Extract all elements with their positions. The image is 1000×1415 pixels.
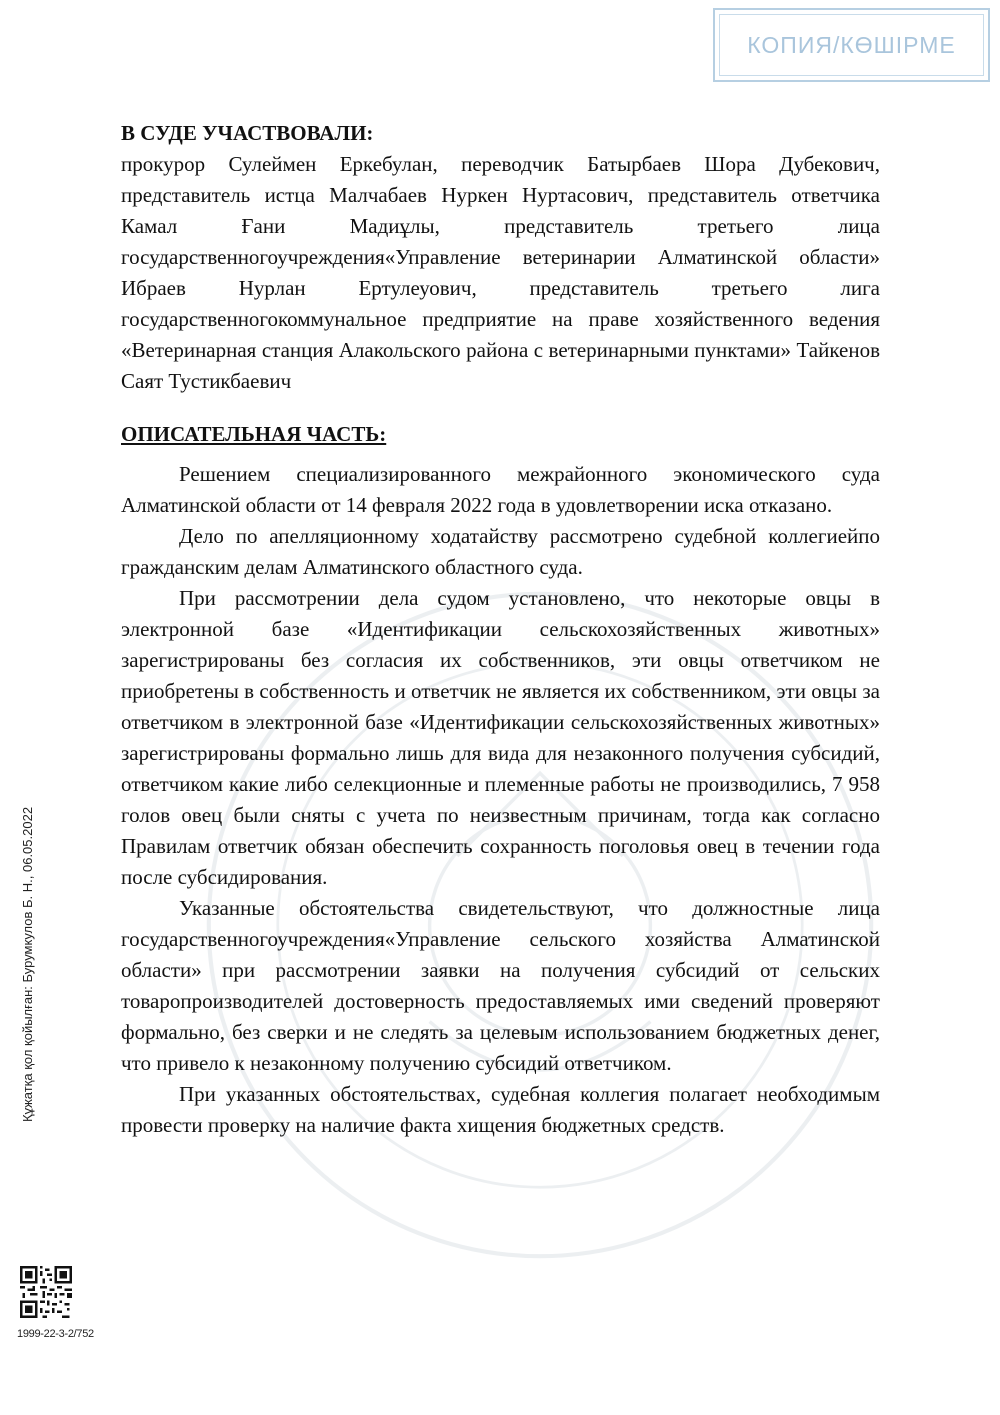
paragraph: Дело по апелляционному ходатайству рассмотрено судебной коллегиейпо гражданским делам Алматинского областного суда. [121, 524, 880, 579]
paragraph: При рассмотрении дела судом установлено, что некоторые овцы в электронной базе «Идентификации сельскохозяйственных животных» зарегистрированы без согласия их собственников, эти овцы ответчиком не приобретены в собственность и ответчик не является их собственником, эти овцы за ответчиком в электронной базе «Идентификации сельскохозяйственных животных» зарегистрированы формально лишь для вида для незаконного получения субсидий, ответчиком какие либо селекционные и племенные работы не производились, 7 958 голов овец были сняты с учета по неизвестным причинам, тогда как согласно Правилам ответчик обязан обеспечить сохранность поголовья овец в течении года после субсидирования. [121, 586, 880, 889]
participants-heading: В СУДЕ УЧАСТВОВАЛИ: [121, 121, 374, 145]
paragraph: Указанные обстоятельства свидетельствуют, что должностные лица государственногоучреждения«Управление сельского хозяйства Алматинской области» при рассмотрении заявки на получения субсидий от сельских товаропроизводителей достоверность предоставляемых ими сведений проверяют формально, без сверки и не следять за целевым использованием бюджетных денег, что привело к незаконному получению субсидий ответчиком. [121, 896, 880, 1075]
document-number: 1999-22-3-2/752 [17, 1328, 94, 1340]
signature-note: Құжатқа қол қойылған: Бурумкулов Б. Н., 06.05.2022 [20, 806, 35, 1122]
section-gap [121, 397, 880, 419]
paragraph: При указанных обстоятельствах, судебная коллегия полагает необходимым провести проверку на наличие факта хищения бюджетных средств. [121, 1082, 880, 1137]
paragraph: Решением специализированного межрайонного экономического суда Алматинской области от 14 февраля 2022 года в удовлетворении иска отказано. [121, 462, 880, 517]
copy-stamp [713, 8, 990, 82]
qr-code-icon [20, 1266, 72, 1318]
descriptive-heading: ОПИСАТЕЛЬНАЯ ЧАСТЬ: [121, 422, 387, 446]
document-body [121, 118, 880, 1141]
participants-text: прокурор Сулеймен Еркебулан, переводчик Батырбаев Шора Дубекович, представитель истца Малчабаев Нуркен Нуртасович, представитель ответчика Камал Ғани Мадиұлы, представитель третьего лица государственногоучреждения«Управление ветеринарии Алматинской области» Ибраев Нурлан Ертулеуович, представитель третьего лига государственногокоммунальное предприятие на праве хозяйственного ведения «Ветеринарная станция Алакольского района с ветеринарными пунктами» Тайкенов Саят Тустикбаевич [121, 152, 880, 393]
heading-gap [121, 450, 880, 459]
copy-stamp-label: КОПИЯ/КӨШІРМЕ [747, 31, 956, 58]
